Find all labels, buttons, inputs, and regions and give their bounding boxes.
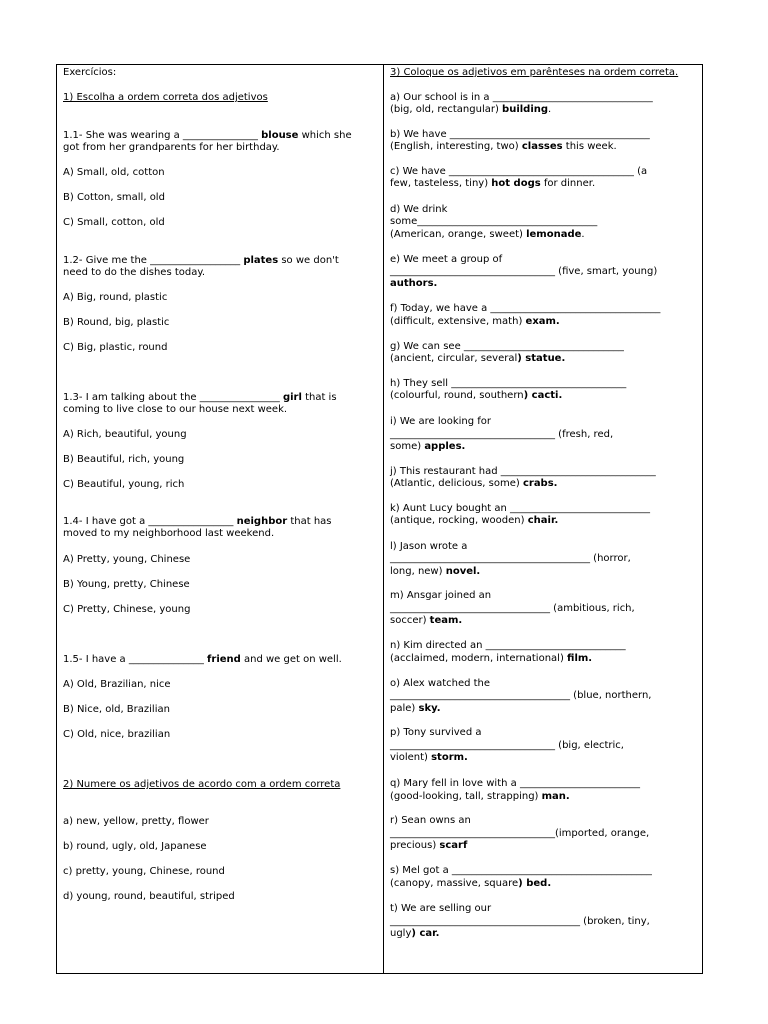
option-1-5-c: C) Old, nice, brazilian [63, 729, 171, 740]
item-n-line2: (acclaimed, modern, international) film. [390, 653, 593, 664]
item-h-line2: (colourful, round, southern) cacti. [390, 390, 563, 401]
question-1-3-line1: 1.3- I am talking about the ________________ girl that is [63, 392, 337, 403]
item-j-line2: (Atlantic, delicious, some) crabs. [390, 478, 558, 489]
item-a-line1: a) Our school is in a ________________________________ [390, 92, 653, 103]
option-1-1-b: B) Cotton, small, old [63, 192, 165, 203]
item-p-line2: _________________________________ (big, electric, [390, 740, 624, 751]
item-o-line2: ____________________________________ (blue, northern, [390, 690, 652, 701]
item-n-line1: n) Kim directed an ____________________________ [390, 640, 626, 651]
item-d-line2: some____________________________________ [390, 216, 598, 227]
option-1-2-b: B) Round, big, plastic [63, 317, 170, 328]
option-1-4-c: C) Pretty, Chinese, young [63, 604, 191, 615]
option-1-3-a: A) Rich, beautiful, young [63, 429, 187, 440]
item-t-line3: ugly) car. [390, 928, 440, 939]
item-t-line2: ______________________________________ (broken, tiny, [390, 916, 650, 927]
item-i-line2: _________________________________ (fresh, red, [390, 429, 614, 440]
item-d-line1: d) We drink [390, 204, 448, 215]
item-b-line1: b) We have ________________________________________ [390, 129, 650, 140]
section2-item-a: a) new, yellow, pretty, flower [63, 816, 209, 827]
option-1-4-a: A) Pretty, young, Chinese [63, 554, 191, 565]
item-g-line2: (ancient, circular, several) statue. [390, 353, 566, 364]
item-m-line2: ________________________________ (ambitious, rich, [390, 603, 635, 614]
item-r-line1: r) Sean owns an [390, 815, 471, 826]
item-k-line1: k) Aunt Lucy bought an ____________________________ [390, 503, 651, 514]
option-1-5-b: B) Nice, old, Brazilian [63, 704, 170, 715]
item-j-line1: j) This restaurant had _______________________________ [390, 466, 656, 477]
question-1-5-line1: 1.5- I have a _______________ friend and we get on well. [63, 654, 342, 665]
question-1-4-line2: moved to my neighborhood last weekend. [63, 528, 275, 539]
item-r-line2: _________________________________(imported, orange, [390, 828, 650, 839]
option-1-3-c: C) Beautiful, young, rich [63, 479, 185, 490]
item-p-line3: violent) storm. [390, 752, 468, 763]
item-m-line3: soccer) team. [390, 615, 463, 626]
item-f-line1: f) Today, we have a __________________________________ [390, 303, 661, 314]
question-1-4-line1: 1.4- I have got a _________________ neighbor that has [63, 516, 332, 527]
item-q-line2: (good-looking, tall, strapping) man. [390, 791, 570, 802]
item-e-line2: _________________________________ (five, smart, young) [390, 266, 658, 277]
item-s-line2: (canopy, massive, square) bed. [390, 878, 552, 889]
option-1-1-c: C) Small, cotton, old [63, 217, 165, 228]
section2-item-d: d) young, round, beautiful, striped [63, 891, 235, 902]
item-r-line3: precious) scarf [390, 840, 468, 851]
item-t-line1: t) We are selling our [390, 903, 492, 914]
item-i-line1: i) We are looking for [390, 416, 492, 427]
item-p-line1: p) Tony survived a [390, 727, 482, 738]
section2-title: 2) Numere os adjetivos de acordo com a ordem correta [63, 779, 341, 790]
item-c-line2: few, tasteless, tiny) hot dogs for dinner. [390, 178, 596, 189]
option-1-4-b: B) Young, pretty, Chinese [63, 579, 190, 590]
option-1-1-a: A) Small, old, cotton [63, 167, 165, 178]
section1-title: 1) Escolha a ordem correta dos adjetivos [63, 92, 268, 103]
item-a-line2: (big, old, rectangular) building. [390, 104, 552, 115]
worksheet-header: Exercícios: [63, 67, 117, 78]
option-1-5-a: A) Old, Brazilian, nice [63, 679, 171, 690]
item-k-line2: (antique, rocking, wooden) chair. [390, 515, 559, 526]
option-1-2-a: A) Big, round, plastic [63, 292, 168, 303]
item-l-line2: ________________________________________ (horror, [390, 553, 631, 564]
item-o-line1: o) Alex watched the [390, 678, 491, 689]
section2-item-c: c) pretty, young, Chinese, round [63, 866, 225, 877]
item-h-line1: h) They sell ___________________________________ [390, 378, 627, 389]
item-q-line1: q) Mary fell in love with a ________________________ [390, 778, 640, 789]
item-s-line1: s) Mel got a ________________________________________ [390, 865, 652, 876]
item-c-line1: c) We have _____________________________________ (a [390, 166, 648, 177]
item-f-line2: (difficult, extensive, math) exam. [390, 316, 560, 327]
item-i-line3: some) apples. [390, 441, 466, 452]
item-g-line1: g) We can see ________________________________ [390, 341, 624, 352]
item-e-line1: e) We meet a group of [390, 254, 503, 265]
section2-item-b: b) round, ugly, old, Japanese [63, 841, 207, 852]
item-b-line2: (English, interesting, two) classes this week. [390, 141, 617, 152]
question-1-1-line1: 1.1- She was wearing a _______________ blouse which she [63, 130, 352, 141]
item-d-line3: (American, orange, sweet) lemonade. [390, 229, 585, 240]
item-m-line1: m) Ansgar joined an [390, 590, 492, 601]
item-e-line3: authors. [390, 278, 438, 289]
column-divider [383, 64, 384, 974]
option-1-3-b: B) Beautiful, rich, young [63, 454, 185, 465]
question-1-1-line2: got from her grandparents for her birthday. [63, 142, 280, 153]
question-1-3-line2: coming to live close to our house next week. [63, 404, 288, 415]
option-1-2-c: C) Big, plastic, round [63, 342, 168, 353]
section3-title: 3) Coloque os adjetivos em parênteses na ordem correta. [390, 67, 679, 78]
question-1-2-line1: 1.2- Give me the __________________ plates so we don't [63, 255, 339, 266]
question-1-2-line2: need to do the dishes today. [63, 267, 206, 278]
item-l-line1: l) Jason wrote a [390, 541, 468, 552]
item-l-line3: long, new) novel. [390, 566, 481, 577]
item-o-line3: pale) sky. [390, 703, 441, 714]
